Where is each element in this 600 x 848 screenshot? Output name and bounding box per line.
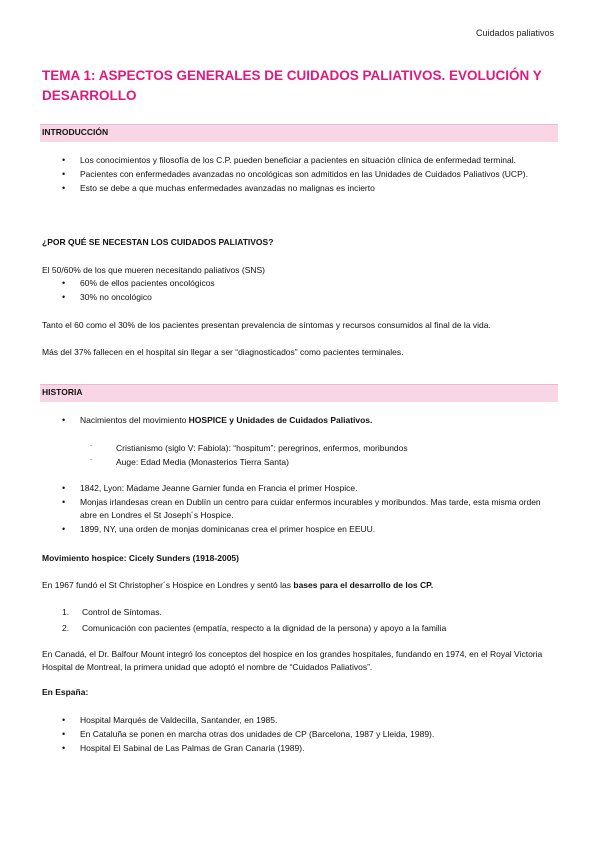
list-item: • Nacimientos del movimiento HOSPICE y Unidades de Cuidados Paliativos.: [62, 414, 554, 427]
section-bar-introduccion: [40, 124, 558, 142]
movement-numbered-list: [62, 604, 554, 636]
history-intro-list: [62, 414, 554, 428]
list-item: • Esto se debe a que muchas enfermedades avanzadas no malignas es incierto: [62, 182, 554, 195]
list-item: - Auge: Edad Media (Monasterios Tierra Santa): [90, 455, 550, 469]
intro-list: [62, 154, 554, 196]
section-heading: INTRODUCCIÓN: [42, 127, 109, 137]
section-bar-historia: [40, 384, 558, 402]
list-item: • Los conocimientos y filosofía de los C.P. pueden beneficiar a pacientes en situación clínica de enfermedad terminal.: [62, 154, 554, 167]
list-item: • Pacientes con enfermedades avanzadas no oncológicas son admitidos en las Unidades de Cuidados Paliativos (UCP).: [62, 168, 554, 181]
page-title: TEMA 1: ASPECTOS GENERALES DE CUIDADOS PALIATIVOS. EVOLUCIÓN Y DESARROLLO: [42, 68, 542, 103]
list-item: • 60% de ellos pacientes oncológicos: [62, 277, 462, 290]
list-item: • 1842, Lyon: Madame Jeanne Garnier funda en Francia el primer Hospice.: [62, 482, 554, 495]
history-list: [62, 482, 554, 537]
running-header: Cuidados paliativos: [475, 28, 554, 38]
why-list: [62, 277, 462, 305]
list-item: • Hospital El Sabinal de Las Palmas de Gran Canaria (1989).: [62, 742, 554, 755]
spain-list: [62, 714, 554, 756]
list-item: 1. Control de Síntomas.: [62, 607, 162, 617]
list-item: • Monjas irlandesas crean en Dublín un centro para cuidar enfermos incurables y moribundos. Mas tarde, esta misma orden abre en Londres el St Joseph´s Hospice.: [62, 496, 554, 521]
movement-heading: Movimiento hospice: Cicely Sunders (1918-2005): [42, 553, 239, 563]
list-item: • 30% no oncológico: [62, 291, 462, 304]
list-item: • Hospital Marqués de Valdecilla, Santander, en 1985.: [62, 714, 554, 727]
canada-paragraph: En Canadá, el Dr. Balfour Mount integró los conceptos del hospice en los grandes hospitales, fundando en 1974, en el Royal Victoria Hospital de Montreal, la primera unidad que adoptó el nombre de “Cuidados Paliativos”.: [42, 649, 543, 672]
why-paragraph-2: Más del 37% fallecen en el hospital sin llegar a ser “diagnosticados” como pacientes terminales.: [42, 347, 404, 357]
section-heading: HISTORIA: [42, 387, 83, 397]
why-paragraph-1: Tanto el 60 como el 30% de los pacientes presentan prevalencia de síntomas y recursos consumidos al final de la vida.: [42, 320, 491, 330]
list-item: - Cristianismo (siglo V: Fabiola): “hospitum”: peregrinos, enfermos, moribundos: [90, 441, 550, 455]
list-item: • 1899, NY, una orden de monjas dominicanas crea el primer hospice en EEUU.: [62, 523, 554, 536]
spain-heading: En España:: [42, 687, 89, 697]
list-item: 2. Comunicación con pacientes (empatía, respecto a la dignidad de la persona) y apoyo a la familia: [62, 623, 447, 633]
why-lead: El 50/60% de los que mueren necesitando paliativos (SNS): [42, 265, 266, 275]
why-heading: ¿POR QUÉ SE NECESTAN LOS CUIDADOS PALIATIVOS?: [42, 237, 274, 247]
list-item: • En Cataluña se ponen en marcha otras dos unidades de CP (Barcelona, 1987 y Lleida, 1989).: [62, 728, 554, 741]
history-sub-list: [90, 441, 550, 469]
movement-text: En 1967 fundó el St Christopher´s Hospice en Londres y sentó las bases para el desarrollo de los CP.: [42, 580, 434, 590]
